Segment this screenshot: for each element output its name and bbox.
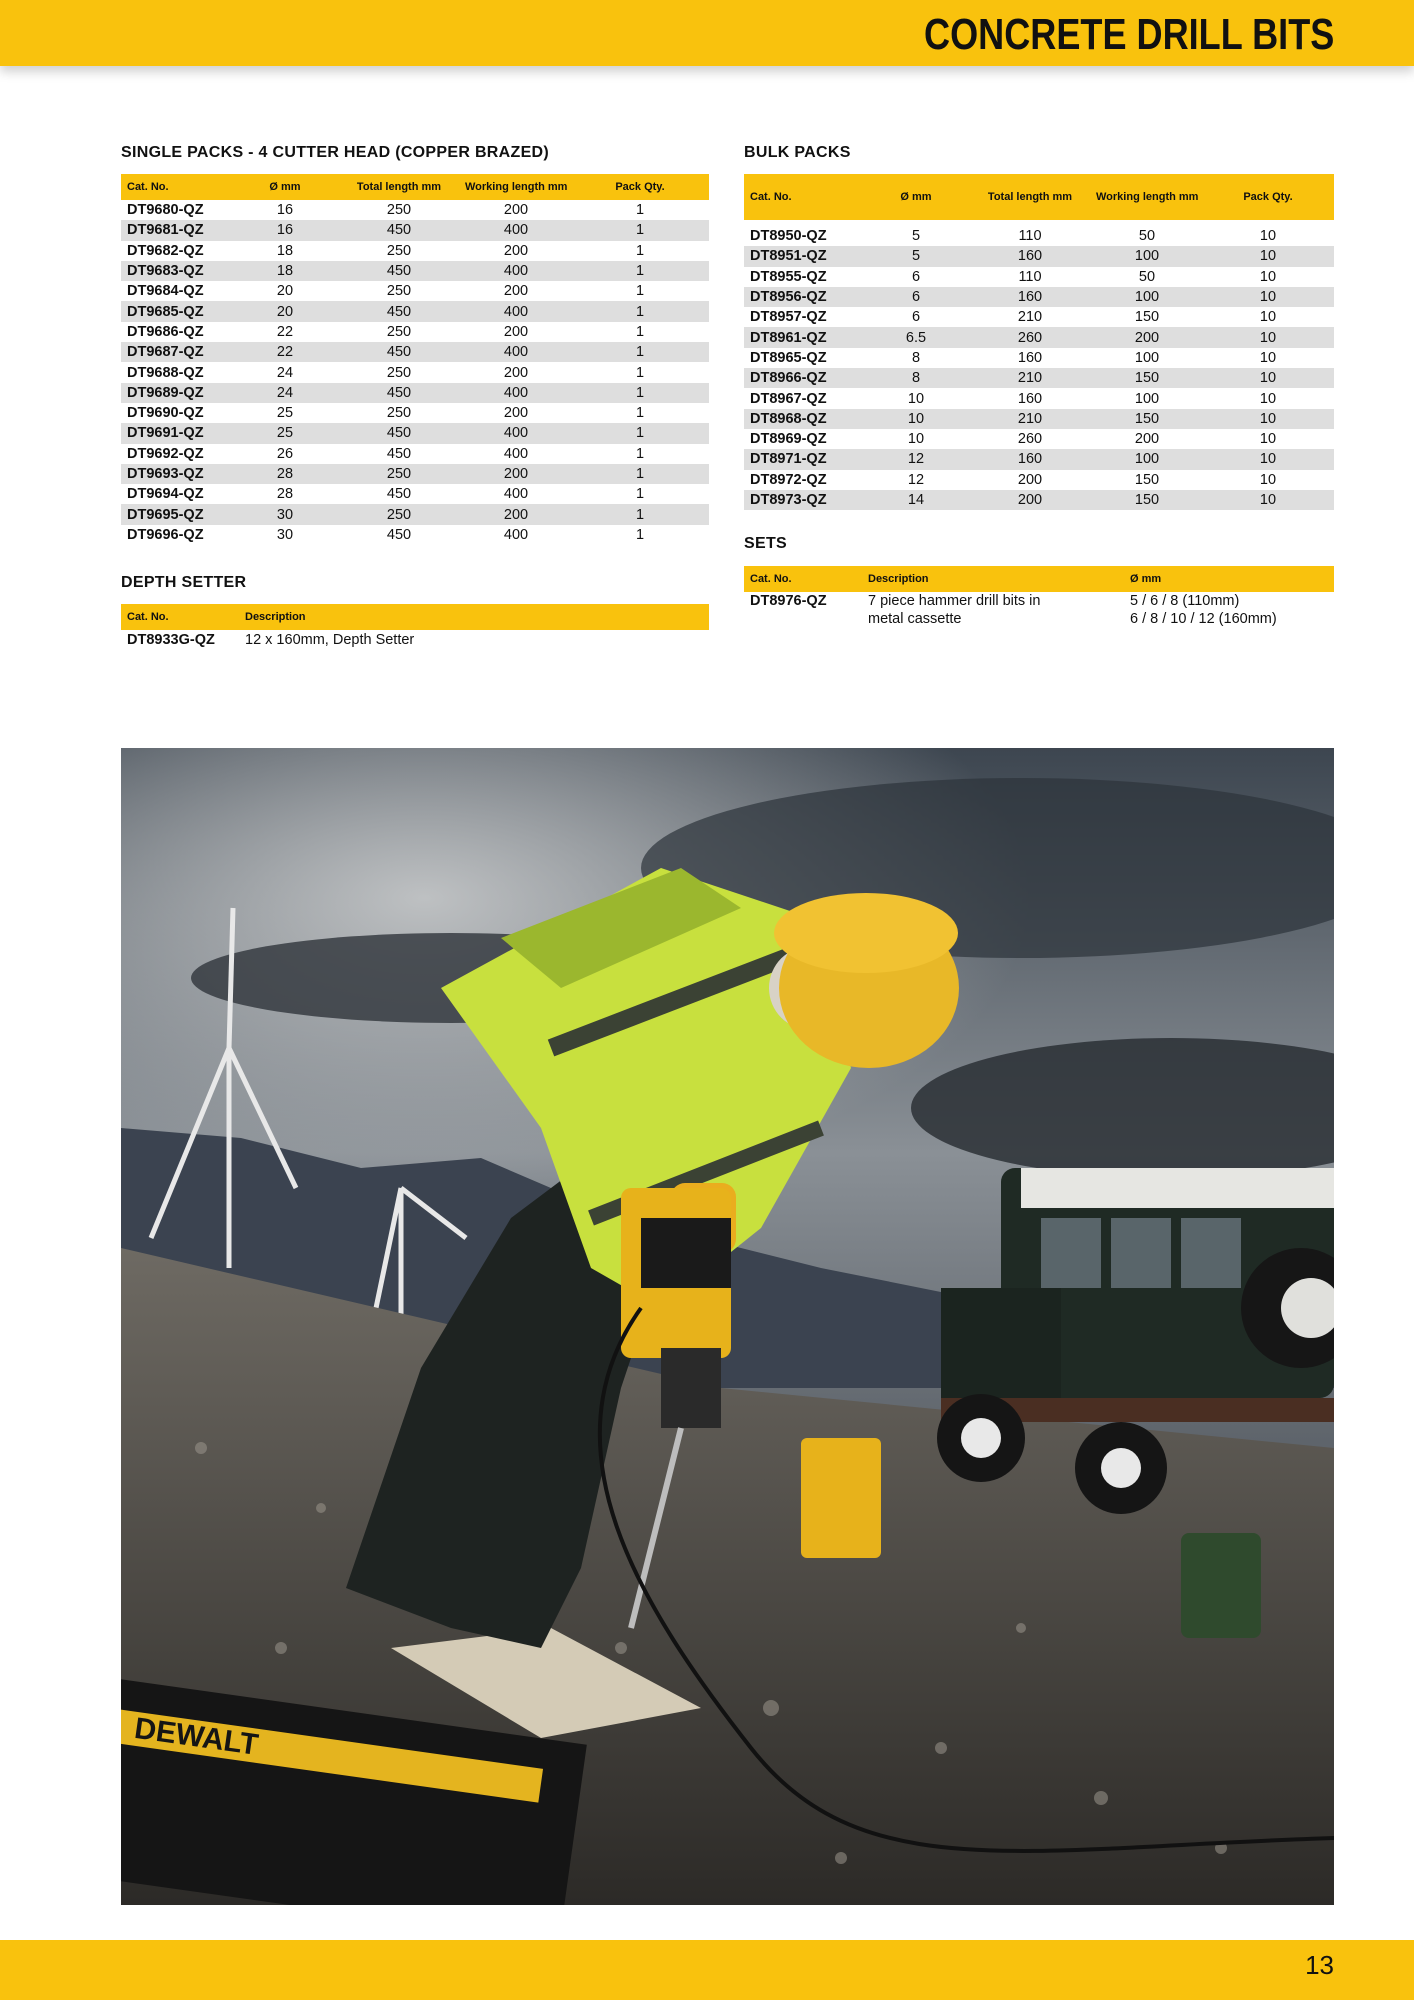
working-length: 400	[461, 301, 571, 321]
pack-qty: 10	[1202, 287, 1334, 307]
diameter: 6	[911, 309, 921, 326]
working-length: 200	[1134, 431, 1160, 448]
diameter: 12	[864, 449, 968, 469]
cat-no: DT9688-QZ	[127, 364, 204, 381]
diameter: 24	[276, 364, 294, 381]
total-length: 160	[968, 246, 1092, 266]
pack-qty: 1	[571, 261, 709, 281]
table-row	[121, 504, 709, 524]
pack-qty: 10	[1202, 246, 1334, 266]
working-length: 150	[1134, 309, 1160, 326]
cat-no: DT9684-QZ	[127, 283, 204, 300]
working-length: 400	[461, 423, 571, 443]
cat-no: DT9683-QZ	[121, 261, 233, 281]
depth-setter-table	[121, 604, 709, 650]
table-header-row	[744, 174, 1334, 220]
table-row	[121, 423, 709, 443]
sets-title: SETS	[744, 535, 787, 552]
cat-no: DT9680-QZ	[127, 202, 204, 219]
table-row	[121, 362, 709, 382]
total-length: 210	[968, 409, 1092, 429]
col-cat-no: Cat. No.	[744, 566, 862, 592]
diameter: 28	[233, 464, 337, 484]
working-length: 200	[503, 323, 529, 340]
total-length: 250	[386, 283, 412, 300]
diameter: 30	[276, 526, 294, 543]
total-length: 210	[1017, 309, 1043, 326]
diameter: 25	[276, 405, 294, 422]
pack-qty: 1	[571, 423, 709, 443]
working-length: 150	[1134, 471, 1160, 488]
total-length: 250	[386, 202, 412, 219]
pack-qty: 10	[1202, 327, 1334, 347]
working-length: 200	[503, 364, 529, 381]
total-length: 260	[1017, 431, 1043, 448]
bulk-packs-table	[744, 174, 1334, 510]
cat-no: DT8955-QZ	[750, 268, 827, 285]
table-row	[121, 220, 709, 240]
table-row	[121, 444, 709, 464]
working-length: 150	[1092, 409, 1202, 429]
diameter: 5	[911, 228, 921, 245]
bulk-packs-title: BULK PACKS	[744, 144, 851, 161]
diameter: 6	[911, 268, 921, 285]
pack-qty: 10	[1202, 409, 1334, 429]
pack-qty: 10	[1202, 368, 1334, 388]
table-row	[744, 327, 1334, 347]
table-row	[744, 226, 1334, 246]
cat-no: DT8968-QZ	[744, 409, 864, 429]
working-length: 200	[461, 464, 571, 484]
diameter: 24	[233, 383, 337, 403]
table-row	[121, 630, 709, 650]
col-diameter: Ø mm	[864, 174, 968, 220]
cat-no: DT8969-QZ	[750, 431, 827, 448]
pack-qty: 10	[1202, 490, 1334, 510]
table-row	[744, 592, 1334, 628]
total-length: 450	[337, 220, 461, 240]
diameter: 8	[864, 368, 968, 388]
table-row	[121, 301, 709, 321]
diameter: 18	[233, 261, 337, 281]
pack-qty: 10	[1259, 431, 1277, 448]
footer-bar	[0, 1940, 1414, 2000]
col-total-length: Total length mm	[337, 174, 461, 200]
diameter: 20	[233, 301, 337, 321]
pack-qty: 1	[635, 526, 645, 543]
page-number: 13	[1305, 1950, 1334, 1980]
cat-no: DT9693-QZ	[121, 464, 233, 484]
diameter: 26	[276, 445, 294, 462]
table-row	[744, 307, 1334, 327]
working-length: 200	[503, 283, 529, 300]
table-row	[744, 267, 1334, 287]
working-length: 200	[503, 242, 529, 259]
table-row	[744, 429, 1334, 449]
diameter: 8	[911, 349, 921, 366]
table-row	[744, 388, 1334, 408]
description-line: metal cassette	[868, 611, 962, 627]
col-working-length: Working length mm	[461, 174, 571, 200]
working-length: 150	[1092, 368, 1202, 388]
photo-illustration	[121, 748, 1334, 1905]
description: 12 x 160mm, Depth Setter	[245, 632, 415, 649]
diameter: 6	[864, 287, 968, 307]
diameter: 30	[233, 504, 337, 524]
working-length: 400	[461, 383, 571, 403]
cat-no: DT9691-QZ	[121, 423, 233, 443]
working-length: 200	[503, 202, 529, 219]
working-length: 50	[1138, 268, 1156, 285]
diameter: 28	[276, 486, 294, 503]
col-total-length: Total length mm	[968, 174, 1092, 220]
sizes	[1124, 592, 1334, 628]
pack-qty: 1	[635, 283, 645, 300]
total-length: 160	[968, 449, 1092, 469]
table-row	[744, 348, 1334, 368]
total-length: 250	[337, 504, 461, 524]
col-pack-qty: Pack Qty.	[1202, 174, 1334, 220]
cat-no: DT9681-QZ	[121, 220, 233, 240]
working-length: 400	[461, 261, 571, 281]
total-length: 450	[386, 486, 412, 503]
total-length: 450	[337, 261, 461, 281]
working-length: 100	[1134, 390, 1160, 407]
pack-qty: 10	[1259, 268, 1277, 285]
table-row	[121, 403, 709, 423]
sets-table	[744, 566, 1334, 628]
table-row	[121, 342, 709, 362]
table-row	[121, 525, 709, 545]
pack-qty: 1	[571, 301, 709, 321]
table-row	[744, 409, 1334, 429]
table-row	[744, 449, 1334, 469]
col-diameter: Ø mm	[1124, 566, 1334, 592]
cat-no: DT9686-QZ	[127, 323, 204, 340]
working-length: 400	[503, 445, 529, 462]
single-packs-title: SINGLE PACKS - 4 CUTTER HEAD (COPPER BRAZED)	[121, 144, 550, 161]
table-row	[744, 246, 1334, 266]
total-length: 450	[386, 526, 412, 543]
table-row	[121, 322, 709, 342]
col-diameter: Ø mm	[233, 174, 337, 200]
table-row	[121, 281, 709, 301]
size-line: 6 / 8 / 10 / 12 (160mm)	[1130, 611, 1277, 627]
working-length: 400	[503, 526, 529, 543]
diameter: 16	[276, 202, 294, 219]
table-row	[744, 490, 1334, 510]
diameter: 5	[864, 246, 968, 266]
col-pack-qty: Pack Qty.	[571, 174, 709, 200]
cat-no: DT9690-QZ	[127, 405, 204, 422]
pack-qty: 1	[571, 383, 709, 403]
table-header-row	[744, 566, 1334, 592]
table-header-row	[121, 174, 709, 200]
working-length: 400	[461, 342, 571, 362]
total-length: 250	[386, 405, 412, 422]
table-row	[121, 241, 709, 261]
diameter: 10	[907, 431, 925, 448]
cat-no: DT8972-QZ	[750, 471, 827, 488]
total-length: 160	[1017, 349, 1043, 366]
cat-no: DT8967-QZ	[750, 390, 827, 407]
total-length: 450	[337, 423, 461, 443]
cat-no: DT9687-QZ	[121, 342, 233, 362]
working-length: 200	[1092, 327, 1202, 347]
table-row	[121, 200, 709, 220]
col-description: Description	[862, 566, 1124, 592]
total-length: 210	[968, 368, 1092, 388]
diameter: 10	[907, 390, 925, 407]
total-length: 200	[1017, 471, 1043, 488]
depth-setter-title: DEPTH SETTER	[121, 574, 247, 591]
cat-no: DT8976-QZ	[750, 593, 827, 609]
table-row	[744, 368, 1334, 388]
diameter: 22	[276, 323, 294, 340]
single-packs-table	[121, 174, 709, 545]
cat-no: DT9692-QZ	[127, 445, 204, 462]
pack-qty: 1	[635, 486, 645, 503]
cat-no: DT8965-QZ	[750, 349, 827, 366]
table-row	[121, 484, 709, 504]
cat-no: DT8933G-QZ	[127, 632, 215, 649]
cat-no: DT8956-QZ	[744, 287, 864, 307]
cat-no: DT9695-QZ	[121, 504, 233, 524]
pack-qty: 1	[571, 464, 709, 484]
working-length: 200	[461, 504, 571, 524]
table-row	[744, 287, 1334, 307]
diameter: 6.5	[864, 327, 968, 347]
pack-qty: 1	[571, 220, 709, 240]
col-working-length: Working length mm	[1092, 174, 1202, 220]
total-length: 450	[337, 342, 461, 362]
col-cat-no: Cat. No.	[121, 174, 233, 200]
diameter: 25	[233, 423, 337, 443]
cat-no: DT8951-QZ	[744, 246, 864, 266]
table-row	[121, 261, 709, 281]
total-length: 260	[968, 327, 1092, 347]
cat-no: DT9689-QZ	[121, 383, 233, 403]
cat-no: DT8961-QZ	[744, 327, 864, 347]
description	[862, 592, 1124, 628]
working-length: 50	[1138, 228, 1156, 245]
diameter: 18	[276, 242, 294, 259]
working-length: 150	[1092, 490, 1202, 510]
dewalt-logo: DEWALT	[132, 1711, 261, 1762]
table-row	[121, 464, 709, 484]
cat-no: DT8971-QZ	[744, 449, 864, 469]
working-length: 100	[1092, 287, 1202, 307]
worker-drilling-photo	[121, 748, 1334, 1905]
pack-qty: 10	[1259, 390, 1277, 407]
total-length: 110	[1018, 228, 1042, 245]
working-length: 200	[503, 405, 529, 422]
cat-no: DT8950-QZ	[750, 228, 827, 245]
table-row	[121, 383, 709, 403]
cat-no: DT8973-QZ	[744, 490, 864, 510]
cat-no: DT9682-QZ	[127, 242, 204, 259]
working-length: 400	[503, 486, 529, 503]
table-row	[744, 470, 1334, 490]
page-title: CONCRETE DRILL BITS	[923, 10, 1334, 59]
pack-qty: 10	[1202, 449, 1334, 469]
total-length: 450	[337, 301, 461, 321]
pack-qty: 1	[635, 364, 645, 381]
pack-qty: 1	[635, 323, 645, 340]
diameter: 10	[864, 409, 968, 429]
size-line: 5 / 6 / 8 (110mm)	[1130, 593, 1240, 609]
total-length: 200	[968, 490, 1092, 510]
total-length: 110	[1018, 268, 1042, 285]
pack-qty: 1	[571, 504, 709, 524]
pack-qty: 1	[635, 445, 645, 462]
pack-qty: 1	[635, 202, 645, 219]
cat-no: DT9685-QZ	[121, 301, 233, 321]
diameter: 16	[233, 220, 337, 240]
pack-qty: 10	[1259, 228, 1277, 245]
cat-no: DT8957-QZ	[750, 309, 827, 326]
diameter: 12	[907, 471, 925, 488]
total-length: 160	[1017, 390, 1043, 407]
total-length: 450	[386, 445, 412, 462]
table-header-row	[121, 604, 709, 630]
col-cat-no: Cat. No.	[121, 604, 239, 630]
pack-qty: 10	[1259, 349, 1277, 366]
total-length: 250	[386, 364, 412, 381]
description-line: 7 piece hammer drill bits in	[868, 593, 1041, 609]
pack-qty: 10	[1259, 309, 1277, 326]
pack-qty: 1	[635, 405, 645, 422]
total-length: 250	[386, 323, 412, 340]
cat-no: DT8966-QZ	[744, 368, 864, 388]
cat-no: DT9694-QZ	[127, 486, 204, 503]
working-length: 100	[1134, 349, 1160, 366]
total-length: 450	[337, 383, 461, 403]
pack-qty: 1	[635, 242, 645, 259]
cat-no: DT9696-QZ	[127, 526, 204, 543]
working-length: 400	[461, 220, 571, 240]
diameter: 20	[276, 283, 294, 300]
working-length: 100	[1092, 246, 1202, 266]
total-length: 160	[968, 287, 1092, 307]
col-description: Description	[239, 604, 709, 630]
total-length: 250	[386, 242, 412, 259]
working-length: 100	[1092, 449, 1202, 469]
pack-qty: 10	[1259, 471, 1277, 488]
pack-qty: 1	[571, 342, 709, 362]
total-length: 250	[337, 464, 461, 484]
col-cat-no: Cat. No.	[744, 174, 864, 220]
diameter: 22	[233, 342, 337, 362]
diameter: 14	[864, 490, 968, 510]
